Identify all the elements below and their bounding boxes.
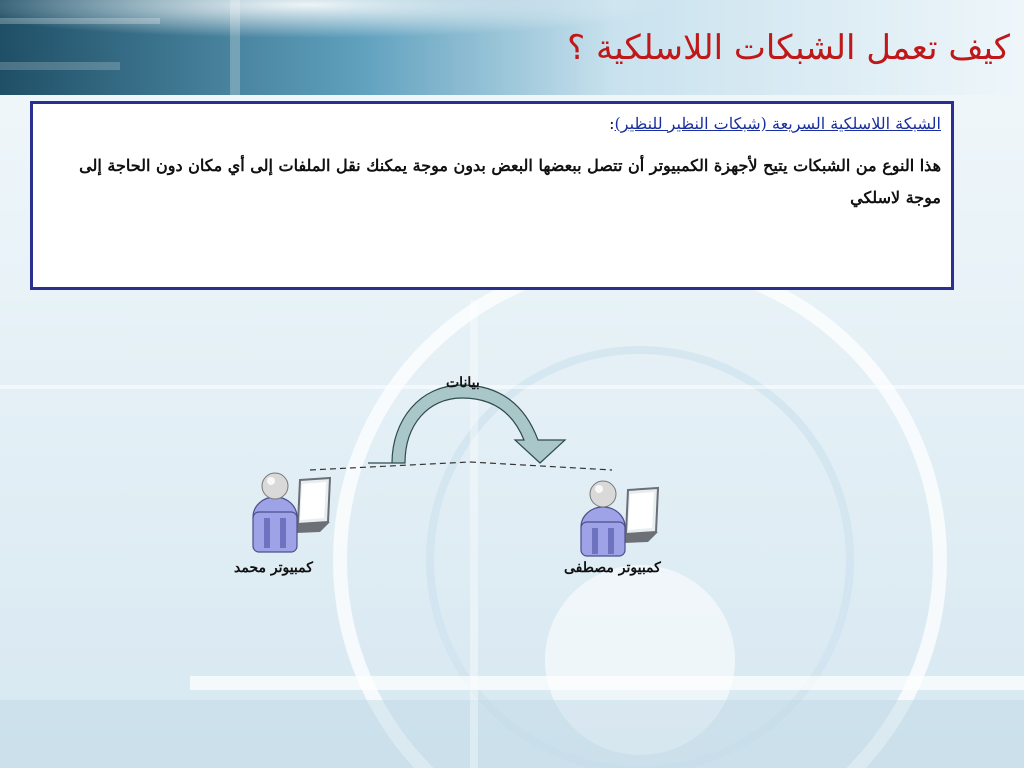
user-at-laptop-icon	[253, 473, 330, 552]
curved-arrow-icon	[368, 385, 565, 463]
wireless-link	[310, 462, 612, 470]
subheading-link[interactable]: الشبكة اللاسلكية السريعة (شبكات النظير للنظير)	[614, 114, 941, 133]
user-at-laptop-icon	[581, 481, 658, 556]
subheading-colon: :	[609, 114, 615, 133]
slide-title: كيف تعمل الشبكات اللاسلكية ؟	[567, 28, 1010, 68]
body-paragraph: هذا النوع من الشبكات يتيح لأجهزة الكمبيوتر أن تتصل ببعضها البعض بدون موجة يمكنك نقل الملفات إلى أي مكان دون الحاجة إلى موجة لاسلكي	[79, 156, 941, 207]
data-label: بيانات	[446, 375, 480, 391]
left-node-label: كمبيوتر محمد	[234, 560, 313, 576]
right-node-label: كمبيوتر مصطفى	[564, 560, 661, 576]
